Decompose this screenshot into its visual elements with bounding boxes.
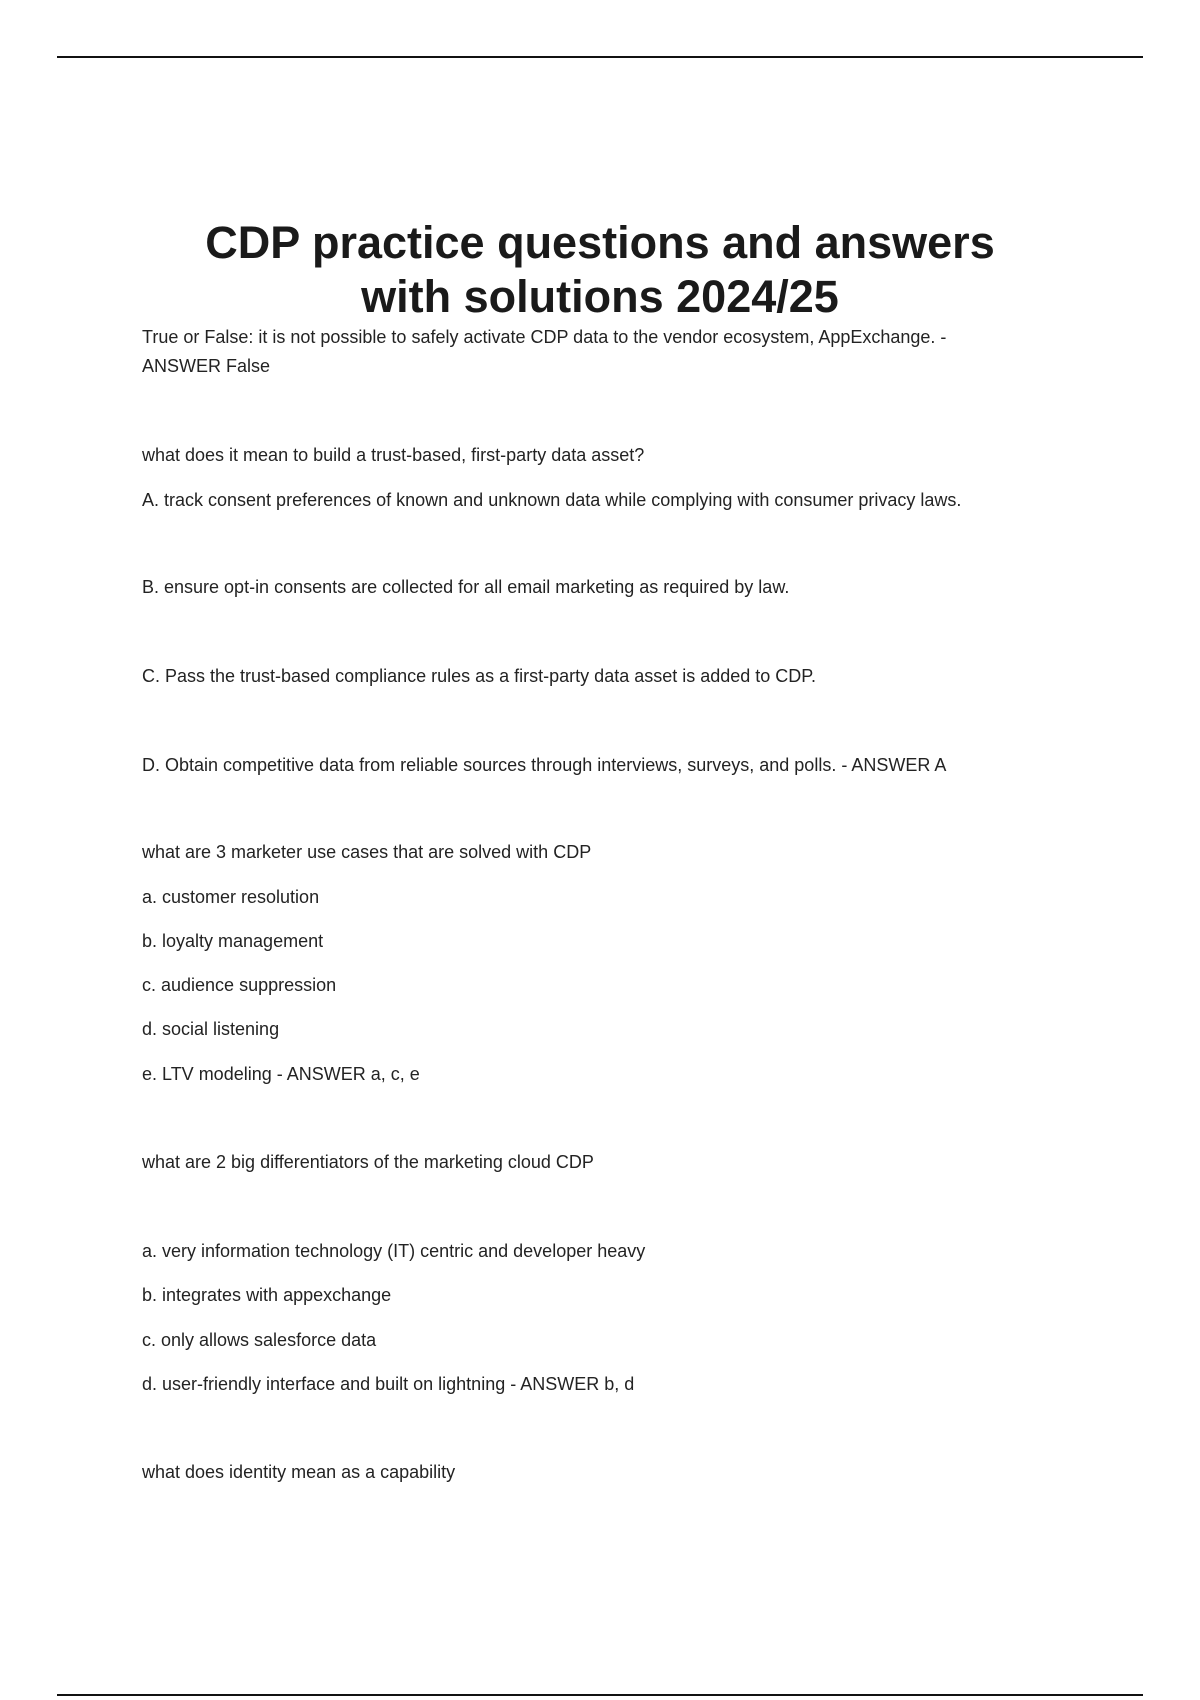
q2-option-c: C. Pass the trust-based compliance rules as a first-party data asset is added to CDP. [142, 666, 816, 686]
document-title-line-2: with solutions 2024/25 [361, 271, 839, 322]
bottom-divider [57, 1694, 1143, 1696]
q5-question: what does identity mean as a capability [142, 1462, 456, 1482]
q1-text-line-1: True or False: it is not possible to safely activate CDP data to the vendor ecosystem, AppExchange. - [142, 327, 947, 347]
q3-option-c: c. audience suppression [142, 975, 337, 995]
document-title-line-1: CDP practice questions and answers [205, 217, 995, 268]
q3-option-b: b. loyalty management [142, 931, 324, 951]
q2-option-a: A. track consent preferences of known and unknown data while complying with consumer privacy laws. [142, 490, 962, 510]
q2-option-b: B. ensure opt-in consents are collected for all email marketing as required by law. [142, 577, 790, 597]
top-divider [57, 56, 1143, 58]
q4-question: what are 2 big differentiators of the marketing cloud CDP [142, 1152, 594, 1172]
q4-option-b: b. integrates with appexchange [142, 1285, 392, 1305]
q2-question: what does it mean to build a trust-based, first-party data asset? [142, 445, 645, 465]
q4-option-c: c. only allows salesforce data [142, 1330, 377, 1350]
q3-option-e: e. LTV modeling - ANSWER a, c, e [142, 1064, 420, 1084]
q2-option-d: D. Obtain competitive data from reliable sources through interviews, surveys, and polls. - ANSWER A [142, 755, 947, 775]
q3-option-a: a. customer resolution [142, 887, 320, 907]
q3-option-d: d. social listening [142, 1019, 280, 1039]
q1-text-line-2: ANSWER False [142, 356, 271, 376]
q3-question: what are 3 marketer use cases that are solved with CDP [142, 842, 592, 862]
q4-option-a: a. very information technology (IT) centric and developer heavy [142, 1241, 646, 1261]
q4-option-d: d. user-friendly interface and built on lightning - ANSWER b, d [142, 1374, 635, 1394]
